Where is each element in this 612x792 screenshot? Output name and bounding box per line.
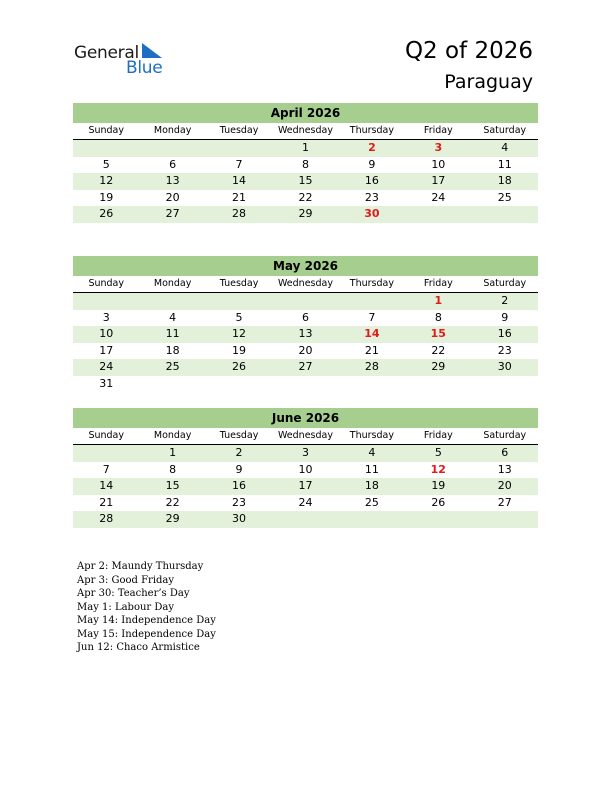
weekday-header-row xyxy=(73,276,538,293)
day-cell: 30 xyxy=(497,360,512,373)
week-row xyxy=(73,478,538,495)
day-cell: 25 xyxy=(364,495,379,509)
weekday-label: Thursday xyxy=(349,278,394,289)
day-cell: 20 xyxy=(298,343,313,357)
empty-day-cell xyxy=(272,293,338,310)
day-cell: 8 xyxy=(301,157,309,171)
day-cell: 8 xyxy=(169,462,177,476)
day-cell: 22 xyxy=(298,190,313,204)
day-cell: 29 xyxy=(431,360,446,373)
day-cell: 27 xyxy=(497,495,512,509)
day-cell: 15 xyxy=(165,479,180,492)
holiday-note: Apr 30: Teacher’s Day xyxy=(77,588,190,599)
day-cell: 5 xyxy=(235,310,243,324)
day-cell: 31 xyxy=(99,376,114,390)
day-cell: 15 xyxy=(430,327,446,340)
week-row xyxy=(73,190,538,207)
day-cell: 5 xyxy=(102,157,110,171)
day-cell: 24 xyxy=(99,360,114,373)
week-row xyxy=(73,445,538,462)
weekday-label: Friday xyxy=(423,278,453,289)
day-cell: 4 xyxy=(501,141,509,154)
holiday-notes xyxy=(77,560,216,655)
day-cell: 26 xyxy=(232,360,247,373)
week-row xyxy=(73,326,538,343)
empty-day-cell xyxy=(339,293,405,310)
day-cell: 26 xyxy=(99,207,114,220)
week-row xyxy=(73,157,538,174)
page-title: Q2 of 2026 xyxy=(404,38,533,64)
month-april xyxy=(73,103,538,223)
holiday-note: May 1: Labour Day xyxy=(77,601,174,613)
empty-day-cell xyxy=(139,293,205,310)
day-cell: 4 xyxy=(368,446,376,459)
day-cell: 3 xyxy=(301,446,309,459)
empty-day-cell xyxy=(139,376,205,393)
day-cell: 2 xyxy=(235,446,243,459)
holiday-note: Jun 12: Chaco Armistice xyxy=(77,642,200,653)
weekday-label: Tuesday xyxy=(219,430,259,441)
day-cell: 20 xyxy=(165,190,180,204)
holiday-note: Apr 2: Maundy Thursday xyxy=(77,561,204,572)
empty-day-cell xyxy=(73,140,139,157)
day-cell: 19 xyxy=(99,190,114,204)
weekday-label: Tuesday xyxy=(219,278,259,289)
weekday-label: Sunday xyxy=(88,430,124,441)
day-cell: 21 xyxy=(232,190,247,204)
empty-day-cell xyxy=(405,206,471,223)
generalblue-logo xyxy=(74,43,174,79)
week-row xyxy=(73,343,538,360)
month-title: April 2026 xyxy=(73,103,538,123)
day-cell: 18 xyxy=(364,479,379,492)
day-cell: 7 xyxy=(235,157,243,171)
week-row xyxy=(73,310,538,327)
day-cell: 1 xyxy=(169,446,177,459)
day-cell: 4 xyxy=(169,310,177,324)
day-cell: 12 xyxy=(99,174,114,187)
day-cell: 28 xyxy=(99,512,114,525)
empty-day-cell xyxy=(73,293,139,310)
day-cell: 9 xyxy=(368,157,376,171)
day-cell: 9 xyxy=(501,310,509,324)
empty-day-cell xyxy=(472,206,538,223)
day-cell: 26 xyxy=(431,495,446,509)
weekday-header-row xyxy=(73,123,538,140)
day-cell: 1 xyxy=(434,294,443,307)
weekday-label: Saturday xyxy=(483,278,527,289)
day-cell: 25 xyxy=(497,190,512,204)
day-cell: 16 xyxy=(497,327,512,340)
week-row xyxy=(73,359,538,376)
empty-day-cell xyxy=(472,511,538,528)
day-cell: 10 xyxy=(431,157,446,171)
empty-day-cell xyxy=(405,511,471,528)
weekday-label: Monday xyxy=(153,125,192,136)
day-cell: 24 xyxy=(298,495,313,509)
day-cell: 1 xyxy=(301,141,309,154)
week-row xyxy=(73,140,538,157)
day-cell: 30 xyxy=(232,512,247,525)
weekday-label: Wednesday xyxy=(277,430,333,441)
week-row xyxy=(73,495,538,512)
week-row xyxy=(73,376,538,393)
empty-day-cell xyxy=(272,511,338,528)
day-cell: 27 xyxy=(165,207,180,220)
day-cell: 21 xyxy=(99,495,114,509)
month-title: June 2026 xyxy=(73,408,538,428)
weekday-label: Tuesday xyxy=(219,125,259,136)
empty-day-cell xyxy=(339,376,405,393)
logo-blue-text: Blue xyxy=(126,58,163,78)
holiday-note: Apr 3: Good Friday xyxy=(77,574,175,586)
day-cell: 28 xyxy=(364,360,379,373)
empty-day-cell xyxy=(206,140,272,157)
month-june xyxy=(73,408,538,528)
weekday-label: Saturday xyxy=(483,125,527,136)
day-cell: 24 xyxy=(431,190,446,204)
holiday-note: May 14: Independence Day xyxy=(77,615,216,626)
weekday-header-row xyxy=(73,428,538,445)
empty-day-cell xyxy=(139,140,205,157)
month-may xyxy=(73,256,538,392)
day-cell: 19 xyxy=(232,343,247,357)
day-cell: 2 xyxy=(501,294,509,307)
day-cell: 18 xyxy=(165,343,180,357)
day-cell: 22 xyxy=(431,343,446,357)
day-cell: 3 xyxy=(102,310,110,324)
day-cell: 15 xyxy=(298,174,313,187)
weekday-label: Friday xyxy=(423,125,453,136)
day-cell: 6 xyxy=(301,310,309,324)
day-cell: 29 xyxy=(298,207,313,220)
day-cell: 20 xyxy=(497,479,512,492)
day-cell: 19 xyxy=(431,479,446,492)
day-cell: 17 xyxy=(298,479,313,492)
week-row xyxy=(73,293,538,310)
weekday-label: Thursday xyxy=(349,430,394,441)
day-cell: 5 xyxy=(434,446,442,459)
day-cell: 28 xyxy=(232,207,247,220)
day-cell: 23 xyxy=(364,190,379,204)
week-row xyxy=(73,206,538,223)
day-cell: 7 xyxy=(368,310,376,324)
country-name: Paraguay xyxy=(444,71,533,93)
weekday-label: Wednesday xyxy=(277,278,333,289)
empty-day-cell xyxy=(206,293,272,310)
empty-day-cell xyxy=(472,376,538,393)
week-row xyxy=(73,511,538,528)
day-cell: 30 xyxy=(364,207,380,220)
weekday-label: Friday xyxy=(423,430,453,441)
day-cell: 14 xyxy=(99,479,114,492)
day-cell: 25 xyxy=(165,360,180,373)
weekday-label: Monday xyxy=(153,430,192,441)
day-cell: 16 xyxy=(364,174,379,187)
weekday-label: Sunday xyxy=(88,125,124,136)
day-cell: 16 xyxy=(232,479,247,492)
day-cell: 6 xyxy=(501,446,509,459)
week-row xyxy=(73,173,538,190)
weekday-label: Wednesday xyxy=(277,125,333,136)
empty-day-cell xyxy=(206,376,272,393)
month-title: May 2026 xyxy=(73,256,538,276)
day-cell: 27 xyxy=(298,360,313,373)
day-cell: 7 xyxy=(102,462,110,476)
day-cell: 6 xyxy=(169,157,177,171)
weekday-label: Sunday xyxy=(88,278,124,289)
empty-day-cell xyxy=(405,376,471,393)
day-cell: 11 xyxy=(364,462,379,476)
day-cell: 23 xyxy=(497,343,512,357)
day-cell: 21 xyxy=(364,343,379,357)
weekday-label: Thursday xyxy=(349,125,394,136)
weekday-label: Monday xyxy=(153,278,192,289)
day-cell: 29 xyxy=(165,512,180,525)
day-cell: 17 xyxy=(99,343,114,357)
empty-day-cell xyxy=(73,445,139,462)
day-cell: 13 xyxy=(165,174,180,187)
week-row xyxy=(73,462,538,479)
empty-day-cell xyxy=(339,511,405,528)
holiday-note: May 15: Independence Day xyxy=(77,628,216,640)
day-cell: 11 xyxy=(165,327,180,340)
day-cell: 17 xyxy=(431,174,446,187)
day-cell: 3 xyxy=(434,141,443,154)
day-cell: 10 xyxy=(298,462,313,476)
day-cell: 23 xyxy=(232,495,247,509)
day-cell: 10 xyxy=(99,327,114,340)
logo-triangle-icon xyxy=(140,43,164,59)
logo-general-text: General xyxy=(74,43,139,63)
day-cell: 22 xyxy=(165,495,180,509)
day-cell: 11 xyxy=(497,157,512,171)
day-cell: 13 xyxy=(497,462,512,476)
weekday-label: Saturday xyxy=(483,430,527,441)
day-cell: 9 xyxy=(235,462,243,476)
day-cell: 2 xyxy=(368,141,376,154)
empty-day-cell xyxy=(272,376,338,393)
day-cell: 12 xyxy=(430,462,446,476)
day-cell: 12 xyxy=(232,327,247,340)
day-cell: 8 xyxy=(434,310,442,324)
day-cell: 13 xyxy=(298,327,313,340)
day-cell: 14 xyxy=(232,174,247,187)
day-cell: 18 xyxy=(497,174,512,187)
day-cell: 14 xyxy=(364,327,380,340)
